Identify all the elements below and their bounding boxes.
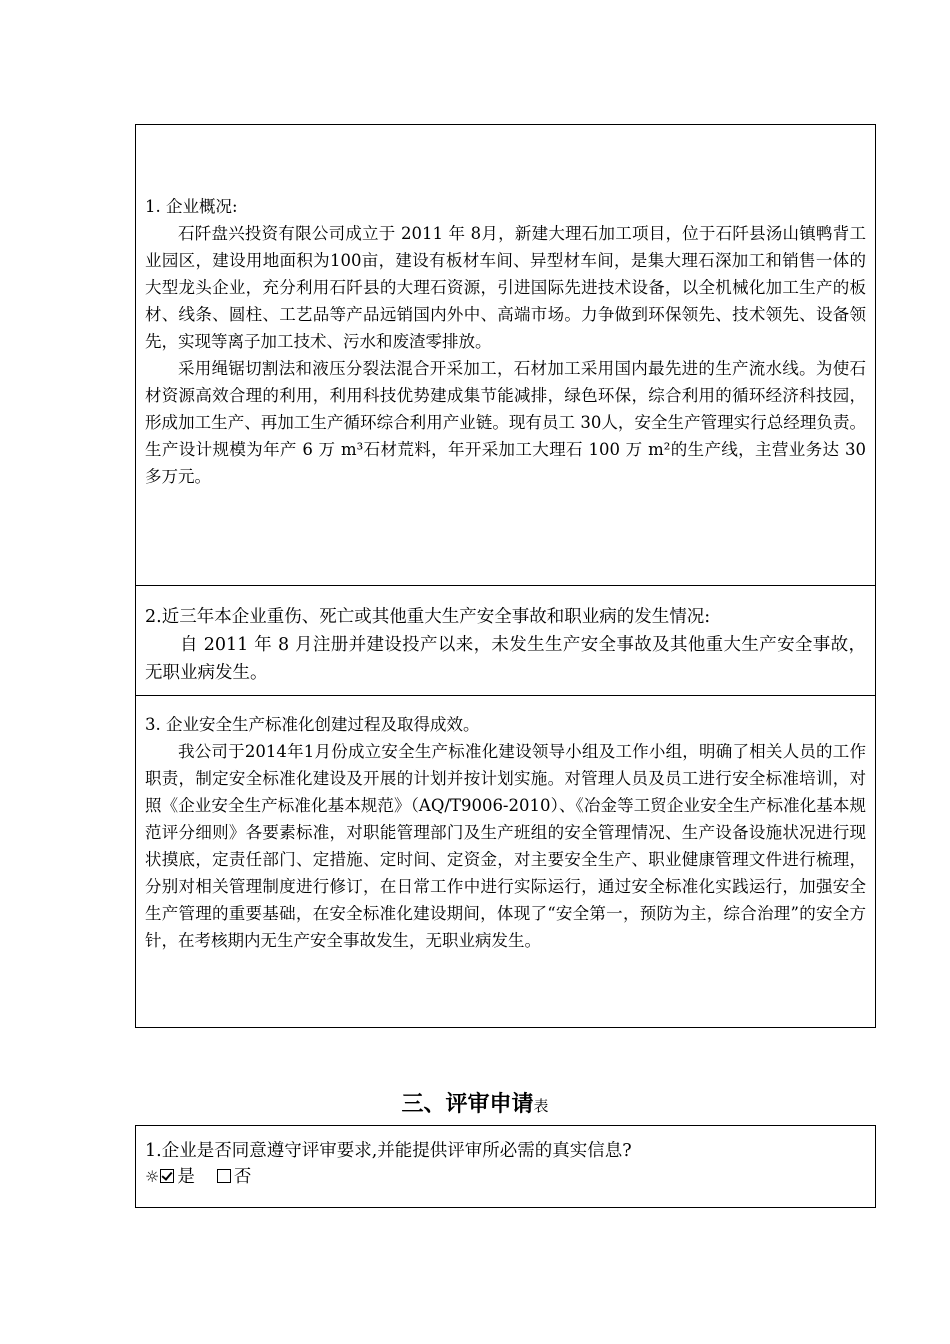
review-question: 1.企业是否同意遵守评审要求,并能提供评审所必需的真实信息?	[145, 1141, 632, 1161]
unchecked-box-icon[interactable]	[217, 1169, 231, 1183]
review-title-suffix: 表	[533, 1097, 549, 1115]
option-no[interactable]	[217, 1164, 252, 1190]
checked-box-icon[interactable]	[160, 1169, 174, 1183]
accident-history-cell	[136, 586, 875, 696]
option-yes[interactable]	[160, 1164, 195, 1190]
enterprise-info-table	[135, 124, 876, 1028]
option-no-label: 否	[233, 1167, 252, 1187]
review-options	[145, 1164, 866, 1190]
standardization-process-cell	[136, 696, 875, 1027]
sun-icon: ☼	[145, 1167, 160, 1186]
review-application-table	[135, 1125, 876, 1208]
standardization-heading: 3. 企业安全生产标准化创建过程及取得成效。	[145, 715, 480, 734]
company-overview-paragraph: 采用绳锯切割法和液压分裂法混合开采加工，石材加工采用国内最先进的生产流水线。为使石材资源高效合理的利用，利用科技优势建成集节能减排，绿色环保，综合利用的循环经济科技园，形成加工生产、再加工生产循环综合利用产业链。现有员工 30人，安全生产管理实行总经理负责。生产设计规模为年产 6 万 m³石材荒料，年开采加工大理石 100 万 m²的生产线，主营业务达 30 多万元。	[145, 359, 866, 486]
accident-history-heading: 2.近三年本企业重伤、死亡或其他重大生产安全事故和职业病的发生情况:	[145, 607, 711, 627]
accident-history-paragraph: 自 2011 年 8 月注册并建设投产以来，未发生生产安全事故及其他重大生产安全事故，无职业病发生。	[145, 635, 866, 683]
company-overview-cell	[136, 125, 875, 586]
company-overview-heading: 1. 企业概况:	[145, 197, 238, 216]
option-yes-label: 是	[177, 1167, 195, 1187]
company-overview-paragraph: 石阡盘兴投资有限公司成立于 2011 年 8月，新建大理石加工项目，位于石阡县汤山镇鸭背工业园区，建设用地面积为100亩，建设有板材车间、异型材车间，是集大理石深加工和销售一体的大型龙头企业，充分利用石阡县的大理石资源，引进国际先进技术设备，以全机械化加工生产的板材、线条、圆柱、工艺品等产品远销国内外中、高端市场。力争做到环保领先、技术领先、设备领先，实现等离子加工技术、污水和废渣零排放。	[145, 224, 866, 351]
review-title: 三、评审申请	[401, 1092, 534, 1117]
section-title	[0, 1088, 950, 1123]
standardization-paragraph: 我公司于2014年1月份成立安全生产标准化建设领导小组及工作小组，明确了相关人员的工作职责，制定安全标准化建设及开展的计划并按计划实施。对管理人员及员工进行安全标准培训，对照《企业安全生产标准化基本规范》（AQ/T9006-2010）、《冶金等工贸企业安全生产标准化基本规范评分细则》各要素标准，对职能管理部门及生产班组的安全管理情况、生产设备设施状况进行现状摸底，定责任部门、定措施、定时间、定资金，对主要安全生产、职业健康管理文件进行梳理，分别对相关管理制度进行修订，在日常工作中进行实际运行，通过安全标准化实践运行，加强安全生产管理的重要基础，在安全标准化建设期间，体现了“安全第一，预防为主，综合治理”的安全方针，在考核期内无生产安全事故发生，无职业病发生。	[145, 742, 866, 950]
